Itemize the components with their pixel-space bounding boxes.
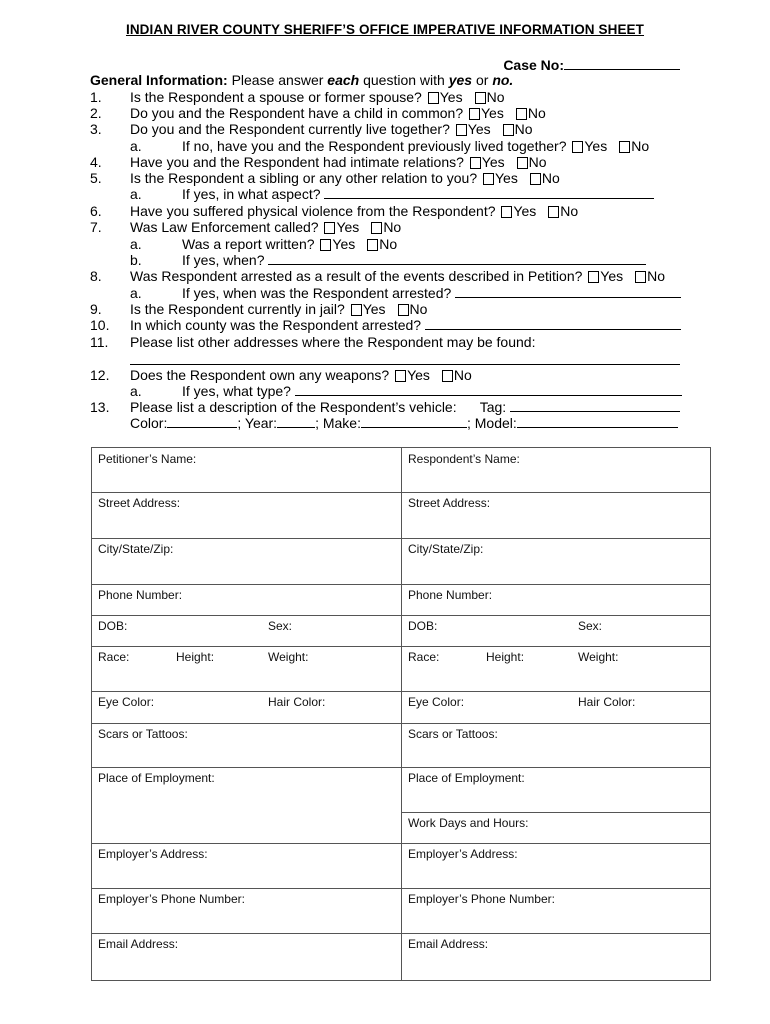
question-number: 1. — [90, 89, 102, 105]
row-divider — [92, 584, 710, 585]
yes-label: Yes — [513, 203, 537, 219]
respondent-city-label: City/State/Zip: — [408, 542, 484, 556]
petitioner-weight-label: Weight: — [268, 650, 309, 664]
question-number: 6. — [90, 203, 102, 219]
question-text: Is the Respondent a spouse or former spouse? — [130, 89, 422, 105]
case-number-label: Case No: — [503, 57, 564, 73]
no-checkbox[interactable] — [635, 271, 646, 283]
question-text: Please list a description of the Respondent’s vehicle: — [130, 399, 457, 415]
question-number: 5. — [90, 170, 102, 186]
row-divider — [92, 933, 710, 934]
row-divider — [92, 538, 710, 539]
general-each: each — [327, 72, 360, 88]
respondent-scars-label: Scars or Tattoos: — [408, 727, 498, 741]
question-text: Was Respondent arrested as a result of the events described in Petition? — [130, 268, 583, 284]
question-text: Have you and the Respondent had intimate relations? — [130, 154, 464, 170]
question-text: If yes, when was the Respondent arrested? — [182, 285, 452, 301]
row-divider — [92, 767, 710, 768]
other-addresses-field[interactable] — [130, 364, 680, 365]
no-checkbox[interactable] — [367, 239, 378, 251]
no-label: No — [486, 89, 505, 105]
general-text: Please answer — [227, 72, 328, 88]
respondent-street-label: Street Address: — [408, 496, 491, 510]
respondent-phone-label: Phone Number: — [408, 588, 493, 602]
row-divider — [401, 812, 710, 813]
row-divider — [92, 492, 710, 493]
no-checkbox[interactable] — [516, 108, 527, 120]
no-checkbox[interactable] — [530, 173, 541, 185]
question-text: Please list other addresses where the Respondent may be found: — [130, 334, 536, 350]
row-divider — [92, 615, 710, 616]
tag-field[interactable] — [510, 399, 680, 412]
no-label: No — [409, 301, 428, 317]
yes-label: Yes — [495, 170, 518, 186]
respondent-name-label: Respondent’s Name: — [408, 452, 520, 466]
question-text: If no, have you and the Respondent previously lived together? — [182, 138, 567, 154]
question-text: Was a report written? — [182, 236, 315, 252]
tag-label: Tag: — [479, 399, 507, 415]
petitioner-city-label: City/State/Zip: — [98, 542, 174, 556]
question-number: a. — [130, 383, 142, 399]
question-text: If yes, what type? — [182, 383, 291, 399]
petitioner-hair-color-label: Hair Color: — [268, 695, 326, 709]
yes-checkbox[interactable] — [470, 157, 481, 169]
question-number: a. — [130, 138, 142, 154]
petitioner-dob-label: DOB: — [98, 619, 128, 633]
party-information-table — [91, 447, 711, 981]
petitioner-height-label: Height: — [176, 650, 215, 664]
respondent-weight-label: Weight: — [578, 650, 619, 664]
no-label: No — [528, 154, 547, 170]
question-text: Have you suffered physical violence from the Respondent? — [130, 203, 496, 219]
case-number-field[interactable] — [564, 57, 680, 70]
yes-label: Yes — [407, 367, 430, 383]
no-checkbox[interactable] — [371, 222, 382, 234]
question-text: Is the Respondent a sibling or any other relation to you? — [130, 170, 478, 186]
no-label: No — [560, 203, 579, 219]
yes-label: Yes — [439, 89, 463, 105]
respondent-race-label: Race: — [408, 650, 440, 664]
yes-label: Yes — [481, 105, 504, 121]
yes-label: Yes — [600, 268, 624, 284]
model-field[interactable] — [517, 415, 678, 428]
question-text: If yes, when? — [182, 252, 265, 268]
question-text: If yes, in what aspect? — [182, 186, 321, 202]
question-number: 12. — [90, 367, 110, 383]
question-text: Do you and the Respondent currently live together? — [130, 121, 450, 137]
petitioner-eye-color-label: Eye Color: — [98, 695, 155, 709]
color-label: Color: — [130, 415, 168, 431]
respondent-employment-label: Place of Employment: — [408, 771, 525, 785]
no-checkbox[interactable] — [548, 206, 559, 218]
yes-label: Yes — [336, 219, 360, 235]
petitioner-street-label: Street Address: — [98, 496, 181, 510]
model-label: ; Model: — [466, 415, 517, 431]
yes-checkbox[interactable] — [572, 141, 583, 153]
no-checkbox[interactable] — [398, 304, 409, 316]
general-yes: yes — [448, 72, 473, 88]
question-text: In which county was the Respondent arrested? — [130, 317, 422, 333]
no-checkbox[interactable] — [619, 141, 630, 153]
yes-checkbox[interactable] — [483, 173, 494, 185]
no-label: No — [541, 170, 560, 186]
no-label: No — [453, 367, 472, 383]
yes-label: Yes — [481, 154, 505, 170]
question-number: 9. — [90, 301, 102, 317]
respondent-employer-phone-label: Employer’s Phone Number: — [408, 892, 555, 906]
no-checkbox[interactable] — [517, 157, 528, 169]
yes-label: Yes — [467, 121, 491, 137]
no-checkbox[interactable] — [475, 92, 486, 104]
petitioner-email-label: Email Address: — [98, 937, 179, 951]
yes-checkbox[interactable] — [588, 271, 599, 283]
petitioner-employer-phone-label: Employer’s Phone Number: — [98, 892, 245, 906]
respondent-work-days-label: Work Days and Hours: — [408, 816, 529, 830]
petitioner-employment-label: Place of Employment: — [98, 771, 215, 785]
general-information — [90, 72, 513, 88]
respondent-email-label: Email Address: — [408, 937, 489, 951]
question-number: a. — [130, 186, 142, 202]
question-number: 8. — [90, 268, 102, 284]
respondent-hair-color-label: Hair Color: — [578, 695, 636, 709]
question-text: Does the Respondent own any weapons? — [130, 367, 390, 383]
question-number: 7. — [90, 219, 102, 235]
question-number: 11. — [90, 334, 109, 350]
yes-checkbox[interactable] — [501, 206, 512, 218]
year-field[interactable] — [277, 415, 315, 428]
question-number: 2. — [90, 105, 102, 121]
no-label: No — [514, 121, 533, 137]
no-label: No — [383, 219, 402, 235]
report-date-field[interactable] — [268, 252, 646, 265]
yes-checkbox[interactable] — [456, 124, 467, 136]
arrest-date-field[interactable] — [455, 285, 681, 298]
question-text: Is the Respondent currently in jail? — [130, 301, 345, 317]
no-checkbox[interactable] — [442, 370, 453, 382]
yes-checkbox[interactable] — [324, 222, 335, 234]
yes-label: Yes — [584, 138, 608, 154]
petitioner-employer-address-label: Employer’s Address: — [98, 847, 208, 861]
question-number: 10. — [90, 317, 110, 333]
question-number: b. — [130, 252, 142, 268]
yes-checkbox[interactable] — [469, 108, 480, 120]
question-number: 4. — [90, 154, 102, 170]
year-label: ; Year: — [237, 415, 278, 431]
no-label: No — [631, 138, 650, 154]
petitioner-phone-label: Phone Number: — [98, 588, 183, 602]
petitioner-sex-label: Sex: — [268, 619, 293, 633]
color-field[interactable] — [167, 415, 237, 428]
respondent-employer-address-label: Employer’s Address: — [408, 847, 518, 861]
form-title: INDIAN RIVER COUNTY SHERIFF’S OFFICE IMPERATIVE INFORMATION SHEET — [125, 22, 645, 37]
column-divider — [401, 448, 402, 980]
general-information-heading: General Information: — [90, 72, 228, 88]
petitioner-name-label: Petitioner’s Name: — [98, 452, 197, 466]
weapon-type-field[interactable] — [295, 383, 682, 396]
yes-checkbox[interactable] — [428, 92, 439, 104]
arrest-county-field[interactable] — [425, 317, 681, 330]
question-number: 3. — [90, 121, 102, 137]
no-label: No — [527, 105, 546, 121]
make-field[interactable] — [361, 415, 467, 428]
no-label: No — [379, 236, 398, 252]
no-checkbox[interactable] — [503, 124, 514, 136]
question-number: 13. — [90, 399, 110, 415]
relation-aspect-field[interactable] — [324, 186, 654, 199]
no-label: No — [647, 268, 666, 284]
question-number: a. — [130, 285, 142, 301]
row-divider — [92, 646, 710, 647]
general-text: question with — [359, 72, 449, 88]
respondent-sex-label: Sex: — [578, 619, 603, 633]
row-divider — [92, 723, 710, 724]
yes-checkbox[interactable] — [320, 239, 331, 251]
question-text: Do you and the Respondent have a child in common? — [130, 105, 464, 121]
row-divider — [92, 843, 710, 844]
respondent-dob-label: DOB: — [408, 619, 438, 633]
question-number: a. — [130, 236, 142, 252]
petitioner-scars-label: Scars or Tattoos: — [98, 727, 188, 741]
make-label: ; Make: — [315, 415, 361, 431]
question-text: Was Law Enforcement called? — [130, 219, 319, 235]
yes-checkbox[interactable] — [395, 370, 406, 382]
yes-label: Yes — [332, 236, 356, 252]
respondent-height-label: Height: — [486, 650, 525, 664]
respondent-eye-color-label: Eye Color: — [408, 695, 465, 709]
case-number — [503, 57, 680, 73]
row-divider — [92, 888, 710, 889]
petitioner-race-label: Race: — [98, 650, 130, 664]
general-no: no. — [492, 72, 514, 88]
general-text: or — [472, 72, 493, 88]
yes-checkbox[interactable] — [351, 304, 362, 316]
yes-label: Yes — [362, 301, 386, 317]
row-divider — [92, 691, 710, 692]
